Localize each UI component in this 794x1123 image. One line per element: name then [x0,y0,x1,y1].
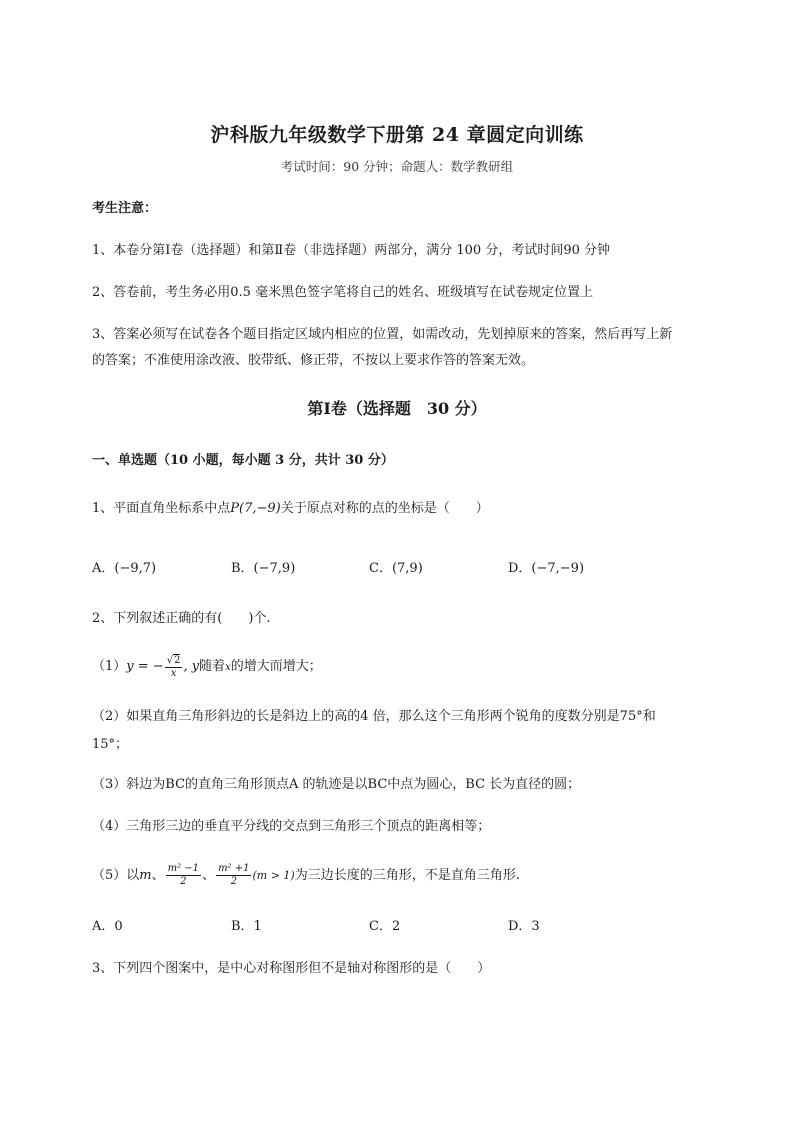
q2-s1-mid: , y [183,659,200,674]
notice-heading: 考生注意： [92,201,158,216]
q1-stem-post: 关于原点对称的点的坐标是（ ） [280,501,489,516]
notice-item-1: 1、本卷分第Ⅰ卷（选择题）和第Ⅱ卷（非选择题）两部分，满分 100 分，考试时间90 分钟 [92,243,610,258]
q2-s5-pre: （5）以 [92,868,140,883]
q2-s5-post: 为三边长度的三角形，不是直角三角形. [294,868,520,883]
question-2: 2、下列叙述正确的有( )个. [92,611,271,626]
q2-s5-fraction-2: $\frac{\text{m² +1}}{2}$ [218,863,250,887]
q2-s5-condition: (m > 1) [252,869,295,882]
q1-option-c[interactable]: C．(7,9) [369,561,423,576]
question-3: 3、下列四个图案中，是中心对称图形但不是轴对称图形的是（ ） [92,961,491,976]
q1-option-a[interactable]: A．(−9,7) [92,561,157,576]
q2-option-a[interactable]: A．0 [92,919,123,934]
q2-option-b[interactable]: B．1 [231,919,262,934]
document-title: 沪科版九年级数学下册第 24 章圆定向训练 [210,124,584,146]
q2-option-d[interactable]: D．3 [508,919,540,934]
q2-s1-num: √2 [166,654,181,666]
q2-s1-x: x [225,662,231,673]
q2-s1-den: x [170,667,177,679]
q2-s5-fraction-1: $\frac{\text{m² −1}}{2}$ [167,863,200,887]
q1-stem-pre: 1、平面直角坐标系中点 [92,501,231,516]
q2-s1-tail: 的增大而增大； [230,659,322,674]
q2-statement-2-line2: 15°； [92,737,129,752]
q2-s1-label: （1） [92,659,127,674]
q2-s1-text: 随着 [199,659,226,674]
q2-s5-sep2: 、 [202,868,216,883]
q2-statement-4: （4）三角形三边的垂直平分线的交点到三角形三个顶点的距离相等； [92,819,491,834]
notice-item-3: 3、答案必须写在试卷各个题目指定区域内相应的位置，如需改动，先划掉原来的答案，然后再写上新 [92,327,673,342]
q2-s1-fraction [165,654,183,680]
part-heading: 一、单选题（10 小题，每小题 3 分，共计 30 分） [92,453,394,468]
question-1 [92,500,489,518]
q2-statement-1 [92,652,322,683]
section-title: 第Ⅰ卷（选择题 30 分） [307,399,487,418]
q2-option-c[interactable]: C．2 [369,919,401,934]
q2-s1-lhs: y = − [126,659,164,674]
q2-statement-2-line1: （2）如果直角三角形斜边的长是斜边上的高的4 倍，那么这个三角形两个锐角的度数分别是75°和 [92,709,656,724]
q2-statement-3: （3）斜边为BC的直角三角形顶点A 的轨迹是以BC中点为圆心，BC 长为直径的圆； [92,777,581,792]
q2-statement-5 [92,860,520,892]
notice-item-2: 2、答卷前，考生务必用0.5 毫米黑色签字笔将自己的姓名、班级填写在试卷规定位置上 [92,285,594,300]
q2-s5-sep1: 、 [151,868,165,883]
q1-option-b[interactable]: B．(−7,9) [231,561,296,576]
q2-s5-m: m [139,868,152,883]
document-subtitle: 考试时间：90 分钟；命题人：数学教研组 [280,159,514,174]
q1-point: P(7,−9) [230,501,281,516]
q1-option-d[interactable]: D．(−7,−9) [508,561,585,576]
notice-item-3-cont: 的答案；不准使用涂改液、胶带纸、修正带，不按以上要求作答的答案无效。 [92,353,535,368]
